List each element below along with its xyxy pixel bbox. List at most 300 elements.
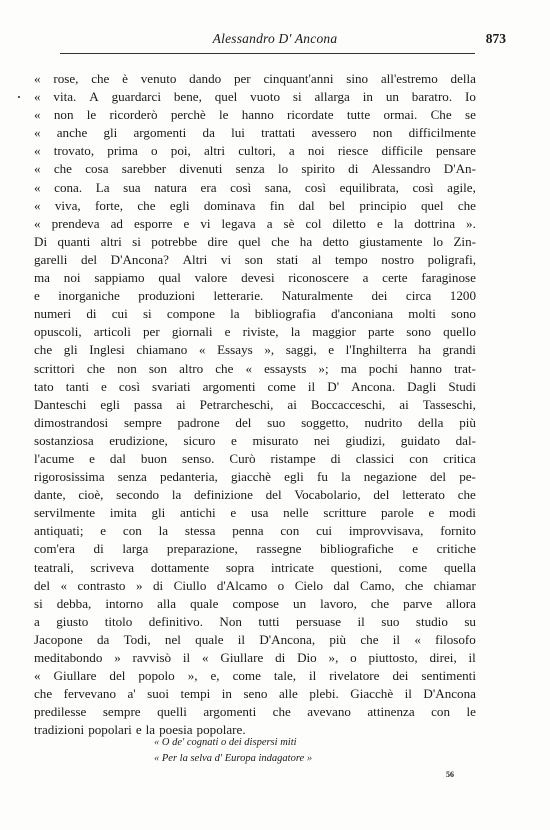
- word: e: [230, 505, 237, 521]
- word: lo: [432, 233, 444, 249]
- word: compose: [232, 595, 279, 611]
- word: Cielo: [294, 577, 324, 593]
- word: Danteschi: [34, 396, 87, 412]
- word: D': [327, 378, 340, 394]
- word: cultori,: [238, 143, 276, 159]
- word: avessero: [311, 125, 357, 141]
- word: Petrarcheschi,: [199, 396, 274, 412]
- text-line: [34, 577, 476, 595]
- word: «: [202, 650, 209, 665]
- word: Curò: [229, 450, 256, 466]
- word: Giullare: [220, 650, 264, 665]
- word: scritture: [323, 505, 367, 521]
- word: «: [34, 143, 41, 159]
- word: scrittori: [34, 360, 75, 376]
- word: quelli: [157, 704, 187, 720]
- word: cui: [316, 523, 333, 539]
- word: ricorderò: [109, 107, 158, 123]
- word: e,: [210, 668, 220, 684]
- word: Dagli: [407, 378, 437, 394]
- header-rule: [60, 53, 475, 54]
- word: seno: [243, 686, 268, 702]
- word: come: [398, 559, 428, 575]
- word: sana,: [264, 179, 292, 195]
- word: e: [428, 505, 435, 521]
- word: equilibrata,: [339, 179, 399, 195]
- word: ».: [466, 215, 476, 231]
- word: giacchè: [231, 469, 271, 485]
- word: «: [198, 342, 206, 358]
- word: suo: [381, 613, 400, 629]
- word: direi,: [429, 650, 457, 665]
- word: «: [34, 215, 41, 231]
- word: suo: [267, 414, 286, 430]
- word: titolo: [104, 613, 133, 629]
- word: di: [93, 541, 104, 557]
- word: pochi: [368, 360, 398, 376]
- text-line: [34, 595, 476, 613]
- word: riesce: [337, 143, 369, 159]
- word: le: [466, 704, 476, 720]
- word: cosa: [85, 161, 109, 177]
- word: misurato: [252, 432, 299, 448]
- word: e: [376, 215, 383, 231]
- word: secondo: [116, 487, 160, 503]
- word: A: [89, 89, 99, 105]
- word: vita.: [53, 89, 77, 105]
- word: studio: [415, 613, 448, 629]
- text-line: [34, 432, 476, 450]
- word: hanno: [241, 107, 274, 123]
- word: spirito: [301, 161, 335, 177]
- word: articoli: [93, 324, 131, 340]
- word: nei: [313, 432, 330, 448]
- word: Zin-: [453, 233, 476, 249]
- word: e: [183, 215, 190, 231]
- word: tradizioni: [34, 722, 85, 738]
- word: gli: [103, 125, 118, 141]
- word: sono: [451, 306, 476, 322]
- word: circa: [405, 288, 432, 304]
- word: fervevano: [63, 686, 116, 702]
- word: del: [34, 577, 50, 593]
- text-line: [34, 88, 476, 106]
- text-line: [34, 667, 476, 685]
- word: la: [230, 306, 240, 322]
- word: viva,: [54, 197, 81, 213]
- word: legava: [221, 215, 256, 231]
- word: alle: [278, 686, 298, 702]
- word: qual: [158, 270, 181, 286]
- word: ha: [299, 233, 313, 249]
- word: svariati: [152, 378, 191, 394]
- word: cona.: [54, 179, 83, 195]
- text-line: [34, 233, 476, 251]
- word: quale: [190, 595, 219, 611]
- word: faraginose: [421, 270, 476, 286]
- word: tato: [34, 378, 54, 394]
- word: penna: [232, 523, 264, 539]
- word: lavoro,: [320, 595, 357, 611]
- word: »;: [318, 360, 329, 376]
- word: Camo,: [360, 577, 395, 593]
- word: un: [385, 89, 399, 105]
- word: stessa: [184, 523, 216, 539]
- word: che: [34, 342, 53, 358]
- word: dal: [298, 197, 315, 213]
- word: sappiamo: [94, 270, 145, 286]
- word: dei: [392, 668, 409, 684]
- word: «: [34, 179, 41, 195]
- word: prendeva: [51, 215, 100, 231]
- word: «: [34, 107, 41, 123]
- word: letterato: [402, 487, 445, 503]
- word: modi: [449, 505, 476, 521]
- text-line: [34, 685, 476, 703]
- word: D'Ancona,: [259, 631, 316, 647]
- word: dando: [189, 71, 222, 86]
- word: dal: [333, 577, 350, 593]
- word: gli: [63, 342, 78, 358]
- word: di: [86, 306, 97, 322]
- text-line: [34, 197, 476, 215]
- text-line: [34, 486, 476, 504]
- word: sempre: [123, 414, 162, 430]
- word: »: [114, 650, 121, 665]
- word: giudizi,: [345, 432, 386, 448]
- word: col: [305, 215, 322, 231]
- word: sopra: [225, 559, 255, 575]
- word: dimostrandosi: [34, 414, 109, 430]
- word: definitivo.: [148, 613, 203, 629]
- word: rivelatore: [329, 668, 380, 684]
- word: al: [311, 251, 322, 267]
- word: noi: [307, 143, 325, 159]
- word: rose,: [53, 71, 79, 86]
- word: divenuti: [179, 161, 223, 177]
- word: negazione: [363, 469, 417, 485]
- page-number: 873: [485, 31, 506, 46]
- word: dal: [109, 450, 126, 466]
- word: del: [235, 414, 252, 430]
- word: ad: [110, 215, 123, 231]
- word: 1200: [449, 288, 476, 304]
- word: per: [233, 71, 251, 86]
- word: ravvisò: [132, 650, 172, 665]
- word: »,: [264, 342, 275, 358]
- word: tutti: [258, 613, 280, 629]
- word: Ancona.: [351, 378, 396, 394]
- word: perchè: [170, 107, 206, 123]
- word: soggetto,: [301, 414, 349, 430]
- word: altro: [179, 360, 204, 376]
- word: »: [135, 577, 143, 593]
- word: improvvisava,: [348, 523, 424, 539]
- word: e: [89, 450, 95, 466]
- word: cui: [111, 306, 128, 322]
- word: Todi,: [123, 631, 151, 647]
- word: parte: [368, 324, 395, 340]
- text-line: [34, 360, 476, 378]
- word: persuase: [295, 613, 342, 629]
- word: da: [96, 631, 110, 647]
- text-line: [34, 504, 476, 522]
- word: gli: [151, 505, 166, 521]
- word: garelli: [34, 251, 68, 267]
- word: il: [182, 650, 191, 665]
- word: se: [464, 107, 476, 123]
- word: la: [290, 324, 301, 340]
- word: «: [34, 161, 41, 177]
- word: principio: [359, 197, 407, 213]
- text-line: [34, 215, 476, 233]
- word: più: [459, 414, 476, 430]
- word: «: [34, 668, 41, 684]
- word: usa: [250, 505, 269, 521]
- word: con: [280, 523, 300, 539]
- signature-mark: 56: [446, 770, 454, 779]
- word: la: [341, 469, 351, 485]
- text-line: [34, 703, 476, 721]
- word: D'Ancona: [423, 686, 476, 702]
- word: giusto: [56, 613, 89, 629]
- running-title: Alessandro D' Ancona: [212, 31, 338, 46]
- word: vi: [200, 215, 211, 231]
- word: della: [450, 71, 476, 86]
- word: noi: [63, 270, 81, 286]
- word: «: [34, 125, 41, 141]
- word: quanti: [57, 233, 91, 249]
- word: «: [245, 360, 253, 376]
- word: Vocabolario,: [294, 487, 361, 503]
- word: popolari: [88, 722, 132, 738]
- word: pensare: [435, 143, 476, 159]
- word: venuto: [140, 71, 177, 86]
- word: opuscoli,: [34, 324, 82, 340]
- word: vuoto: [250, 89, 280, 105]
- word: poi,: [170, 143, 191, 159]
- word: quel: [238, 233, 261, 249]
- text-line: [34, 124, 476, 142]
- verse-line: « O de' cognati o dei dispersi miti: [154, 737, 297, 748]
- word: il: [309, 668, 317, 684]
- text-line: [34, 179, 476, 197]
- word: lui: [231, 125, 245, 141]
- word: ormai.: [383, 107, 418, 123]
- word: le: [86, 107, 97, 123]
- word: il: [307, 378, 316, 394]
- word: e: [101, 378, 107, 394]
- word: il: [468, 650, 476, 665]
- word: argomenti: [133, 125, 187, 141]
- word: esporre: [133, 215, 173, 231]
- word: che: [53, 161, 72, 177]
- word: detto: [322, 233, 349, 249]
- word: altri: [203, 143, 226, 159]
- print-speck: [18, 96, 20, 98]
- word: sentimenti: [421, 668, 476, 684]
- word: il: [404, 686, 412, 702]
- word: con: [409, 450, 429, 466]
- verse-quote: [154, 735, 312, 767]
- word: chiamano: [136, 342, 188, 358]
- word: plebi.: [309, 686, 339, 702]
- word: «: [34, 71, 41, 86]
- text-line: [34, 522, 476, 540]
- word: attinenza: [367, 704, 415, 720]
- word: era: [200, 179, 217, 195]
- word: o: [151, 143, 158, 159]
- word: Alessandro: [371, 161, 431, 177]
- word: così: [230, 179, 252, 195]
- word: rigorosissima: [34, 469, 105, 485]
- word: quale: [195, 631, 224, 647]
- word: valore: [194, 270, 228, 286]
- word: tale,: [273, 668, 297, 684]
- word: Ciullo: [173, 577, 207, 593]
- word: che: [272, 704, 291, 720]
- word: preparazione,: [166, 541, 238, 557]
- word: cioè,: [78, 487, 104, 503]
- word: poesia: [159, 722, 193, 738]
- word: che: [34, 686, 53, 702]
- page-header: [40, 31, 510, 49]
- word: molti: [408, 306, 436, 322]
- word: filosofo: [435, 631, 476, 647]
- word: un: [293, 595, 307, 611]
- word: piuttosto,: [368, 650, 418, 665]
- word: sarebber: [121, 161, 167, 177]
- word: forte,: [95, 197, 124, 213]
- verse-line: « Per la selva d' Europa indagatore »: [154, 753, 313, 764]
- word: classici: [355, 450, 395, 466]
- word: dal-: [455, 432, 476, 448]
- word: egli: [169, 197, 190, 213]
- word: meditabondo: [34, 650, 103, 665]
- word: Io: [465, 89, 476, 105]
- word: così: [118, 378, 140, 394]
- text-line: [34, 142, 476, 160]
- word: fu: [317, 469, 328, 485]
- word: pedanteria,: [160, 469, 218, 485]
- word: sono: [406, 324, 432, 340]
- word: buon: [140, 450, 168, 466]
- word: questioni,: [330, 559, 382, 575]
- word: ha: [418, 342, 431, 358]
- word: ai: [287, 396, 297, 412]
- word: giustamente: [359, 233, 423, 249]
- word: dante,: [34, 487, 66, 503]
- word: che: [405, 577, 424, 593]
- word: del: [373, 487, 390, 503]
- word: prima: [107, 143, 138, 159]
- word: hanno: [409, 360, 442, 376]
- word: Giacchè: [350, 686, 394, 702]
- word: Che: [430, 107, 452, 123]
- word: Essays: [217, 342, 253, 358]
- word: a: [288, 143, 295, 159]
- word: antichi: [180, 505, 216, 521]
- word: si: [132, 233, 141, 249]
- word: Di: [34, 233, 48, 249]
- word: bel: [329, 197, 345, 213]
- word: senza: [235, 161, 265, 177]
- word: tutte: [346, 107, 371, 123]
- word: grandi: [442, 342, 476, 358]
- text-line: [34, 305, 476, 323]
- text-line: [34, 106, 476, 124]
- word: chiamar: [433, 577, 476, 593]
- word: altri: [100, 233, 122, 249]
- word: essaysts: [264, 360, 307, 376]
- word: ristampe: [270, 450, 316, 466]
- body-text: [34, 70, 476, 739]
- word: sè: [283, 215, 295, 231]
- word: padrone: [177, 414, 220, 430]
- word: sempre: [102, 704, 141, 720]
- word: trattati: [261, 125, 296, 141]
- word: le: [219, 107, 229, 123]
- word: dominava: [203, 197, 256, 213]
- word: di: [330, 450, 341, 466]
- text-line: [34, 450, 476, 468]
- word: vi: [220, 251, 232, 267]
- word: più: [329, 631, 347, 647]
- word: popolo: [138, 668, 175, 684]
- word: che: [457, 487, 476, 503]
- word: natura: [154, 179, 187, 195]
- word: ai: [399, 396, 409, 412]
- word: «: [414, 631, 421, 647]
- word: si: [142, 306, 152, 322]
- word: fin: [269, 197, 285, 213]
- word: guardarci: [111, 89, 161, 105]
- word: ma: [340, 360, 357, 376]
- word: egli: [284, 469, 304, 485]
- word: «: [34, 197, 41, 213]
- word: parole: [381, 505, 414, 521]
- word: così: [412, 179, 434, 195]
- word: letterarie.: [213, 288, 264, 304]
- word: erudizione,: [109, 432, 168, 448]
- word: e: [231, 432, 237, 448]
- word: cinquant'anni: [263, 71, 334, 86]
- word: che: [271, 233, 290, 249]
- word: trat-: [454, 360, 476, 376]
- word: numeri: [34, 306, 72, 322]
- word: allora: [446, 595, 476, 611]
- word: D'Ancona?: [110, 251, 169, 267]
- text-line: [34, 559, 476, 577]
- word: bibliografia: [254, 306, 316, 322]
- word: quello: [443, 324, 476, 340]
- word: ma: [34, 270, 50, 286]
- word: il: [357, 613, 365, 629]
- text-line: [34, 287, 476, 305]
- word: a: [362, 270, 369, 286]
- word: argomenti: [202, 378, 256, 394]
- word: quel: [214, 89, 238, 105]
- word: agile,: [447, 179, 476, 195]
- word: allarga: [314, 89, 350, 105]
- word: non: [53, 107, 74, 123]
- word: in: [362, 89, 373, 105]
- word: di: [348, 161, 359, 177]
- word: tanti: [65, 378, 89, 394]
- word: che: [215, 360, 234, 376]
- word: predilesse: [34, 704, 87, 720]
- word: senza: [117, 469, 147, 485]
